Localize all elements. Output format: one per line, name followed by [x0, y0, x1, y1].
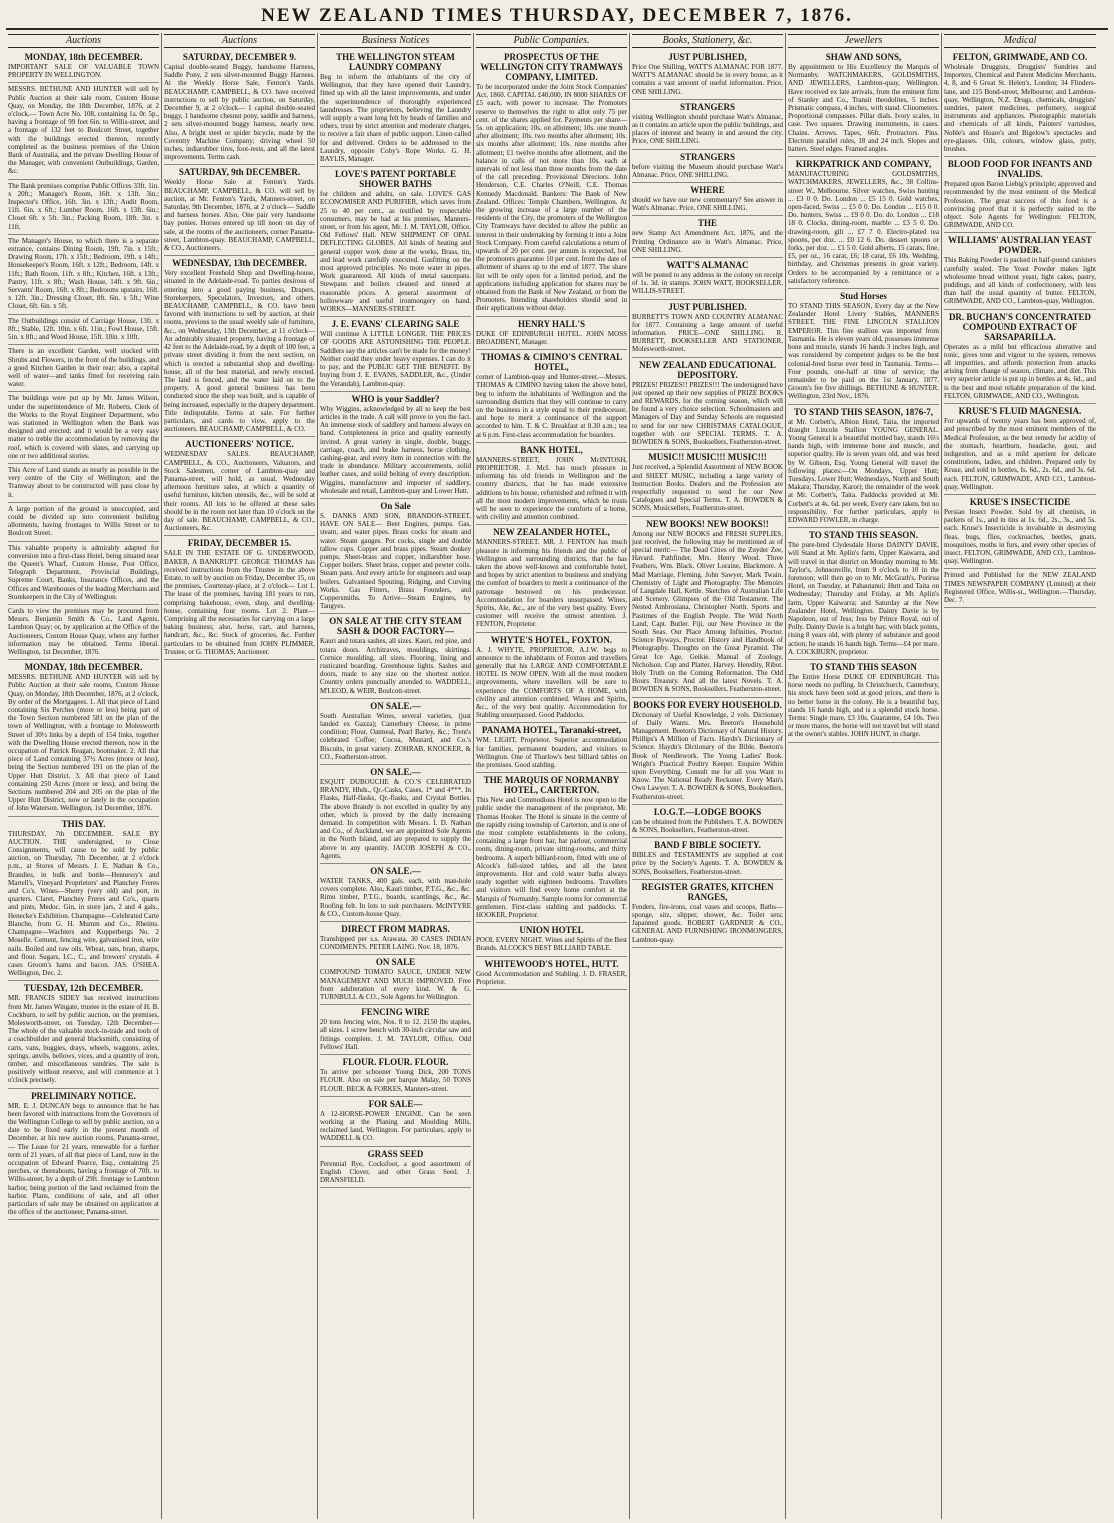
- advertisement: [632, 150, 783, 183]
- advertisement: [8, 345, 159, 392]
- advertisement: [320, 864, 471, 922]
- advertisement: [320, 1055, 471, 1097]
- advertisement: [320, 765, 471, 864]
- ad-body: should we have our new commentary? See answer in Watt's Almanac. Price, ONE SHILLING.: [632, 196, 783, 213]
- advertisement: [944, 569, 1096, 608]
- ad-body: Persian Insect Powder. Sold by all chemists, in packets of 1s., and in tins at 1s. 6d., 2s., 3s., and 5s. each. Kruse's Insecticide is invaluable in destroying fleas, bugs, flies, cockroaches, beetles, gnats, mosquitoes, moths in furs, and every other species of insect. FELTON, GRIMWADE, AND CO., Lambton-quay, Wellington.: [944, 507, 1096, 566]
- ad-body: MESSRS. BETHUNE AND HUNTER will sell by Public Auction at their sale rooms, Custom House Quay, on Monday, 18th December, 1876, at 2 o'clock, By order of the Mortgagees. 1. All that piece of Land containing Six Perches (more or less) being part of the Town Section numbered 581 on the plan of the town of Wellington, with a frontage to Molesworth Street of 30½ links by a depth of 154 links, together with the Dwelling House erected thereon, now in the occupation of Patrick Reagan, bootmaker. 2. All that piece of Land containing 37½ Acres (more or less), being the Section numbered 191 on the plan of the Upper Hutt District. 3. All that piece of Land containing 250 Acres (more or less), and being the Sections numbered 204 and 205 on the plan of the Upper Hutt District, now or lately in the occupation of John Waterson. Wellington, 1st December, 1876.: [8, 673, 159, 813]
- ad-body: can be obtained from the Publishers. T. A. BOWDEN & SONS, Booksellers, Featherston-street.: [632, 817, 783, 835]
- section-heading: Business Notices: [320, 34, 471, 48]
- advertisement: [8, 50, 159, 83]
- ad-body: Will continue A LITTLE LONGER. THE PRICES OF GOODS ARE ASTONISHING THE PEOPLE. Saddlers say the articles can't be made for the money! Neither could they under heavy expenses. I can do it to pay, and the PUBLIC GET THE BENEFIT. By buying from J. E. EVANS, SADDLER, &c., (Under the Verandah), Lambton-quay.: [320, 330, 471, 388]
- ad-body: South Australian Wines, several varieties, (just landed ex Gazza); Canterbury Cheese, in prime condition; Flour, Oatmeal, Pearl Barley, &c.; Trent's celebrated Coffee; Cocoa, Mustard, and Co.'s Biscuits, in great variety. ZOHRAB, KNOCKER, & CO., Featherston-street.: [320, 711, 471, 761]
- advertisement: [320, 614, 471, 698]
- ad-body: TO STAND THIS SEASON, Every day at the New Zealander Hotel Livery Stables, MANNERS STREET, THE FINE LINCOLN STALLION EMPEROR. This fine stallion was imported from Tasmania. He is eleven years old, possesses immense bone and muscle, stands 16 hands 3 inches high, and was considered by competent judges to be the best colonial-bred horse ever bred in Tasmania. Terms—Four pounds, one-half at time of service; the remainder to be paid on the 1st January, 1877. Groom's fee five shillings. BETHUNE & HUNTER. Wellington, 23rd Nov., 1876.: [788, 302, 939, 401]
- advertisement: [8, 660, 159, 816]
- ad-body: To arrive per schooner Young Dick, 200 TONS FLOUR. Also on sale per barque Malay, 50 TONS FLOUR. BECK & FORKES, Manners-street.: [320, 1068, 471, 1093]
- advertisement: [320, 955, 471, 1005]
- ad-body: MR. FRANCIS SIDEY has received instructions from Mr. James Wingate, trustee in the estate of H. B. Cockburn, to sell by public auction, on the premises, Molesworth-street, on Tuesday, 12th December— The whole of the valuable stock-in-trade and tools of a coachbuilder and general blacksmith, consisting of carts, vans, buggies, drays, wheels, waggons, axles, springs, anvils, bellows, vices, and a quantity of iron, timber, and miscellaneous sundries. The sale is positively without reserve, and will commence at 1 o'clock precisely.: [8, 994, 159, 1085]
- advertisement: [476, 773, 627, 923]
- ad-body: To be incorporated under the Joint Stock Companies' Act, 1860. CAPITAL £40,000, IN 8000 SHARES OF £5 each, with power to increase. The Promoters reserve to themselves the right to allot only 75 per cent. of the shares applied for. Payments per share—5s. on application; 10s. on allotment; 10s. one month after allotment; 10s. two months after allotment; 10s. six months after allotment; 10s. nine months after allotment; £1 twelve months after allotment, and the balance in calls of not more than 10s. each at intervals of not less than three months from the date of the call preceding. Provisional Directors. John Henderson, C.E. Charles O'Neill, C.E. Thomas Kennedy Macdonald. Bankers: The Bank of New Zealand. Offices: Temple Chambers, Wellington. At the growing increase of a large number of the residents of the City, the promoters of the Wellington City Tramways have decided to allow the public an interest in their undertaking by forming it into a Joint Stock Company. From careful calculations a return of upwards of 20 per cent. per annum is expected, but the promoters guarantee 10 per cent. from the date of allotment of shares up to the end of 1877. The share list will be only open for a limited period, and the applications including application for shares may be obtained from the Bank of New Zealand, or from the Promoters. Intending shareholders should send in their applications without delay.: [476, 83, 627, 313]
- ad-heading: TO STAND THIS SEASON.: [808, 530, 919, 541]
- ad-body: WEDNESDAY SALES. BEAUCHAMP, CAMPBELL, & CO., Auctioneers, Valuators, and Stock Salesmen, corner of Lambton-quay and Panama-street, will hold, as usual, Wednesday afternoon furniture sales, at which a quantity of useful furniture, kitchen utensils, &c., will be sold at their rooms. All lots to be offered at these sales should be in the room not later than 10 o'clock on the day of sale. BEAUCHAMP, CAMPBELL, & CO., Auctioneers, &c.: [164, 450, 315, 533]
- advertisement: [320, 1147, 471, 1189]
- column-2: [162, 33, 318, 1519]
- ad-heading: TO STAND THIS SEASON, 1876-7,: [793, 406, 934, 417]
- advertisement: [320, 392, 471, 499]
- ad-body: before visiting the Museum should purchase Watt's Almanac. Price, ONE SHILLING.: [632, 162, 783, 179]
- advertisement: [164, 536, 315, 660]
- ad-heading: WHYTE'S HOTEL, FOXTON.: [490, 634, 613, 645]
- advertisement: [632, 100, 783, 150]
- ad-heading: TO STAND THIS SEASON: [810, 662, 917, 672]
- advertisement: [632, 517, 783, 698]
- ad-heading: NEW ZEALAND EDUCATIONAL DEPOSITORY.: [639, 359, 776, 380]
- ad-heading: BLOOD FOOD FOR INFANTS AND INVALIDS.: [947, 159, 1093, 180]
- advertisement: [320, 699, 471, 765]
- advertisement: [8, 817, 159, 982]
- ad-body: A 12-HORSE-POWER ENGINE. Can be seen working at the Planing and Moulding Mills, reclaimed land, Wellington. For particulars, apply to WADDELL & CO.: [320, 1109, 471, 1143]
- ad-body: POOL EVERY NIGHT. Wines and Spirits of the Best Brands. ALCOCK'S BEST BILLIARD TABLE.: [476, 936, 627, 953]
- ad-heading: FRIDAY, DECEMBER 15.: [187, 538, 292, 549]
- ad-heading: FLOUR. FLOUR. FLOUR.: [342, 1057, 449, 1068]
- advertisement: [476, 723, 627, 773]
- ad-heading: MONDAY, 18th DECEMBER.: [24, 662, 143, 673]
- ad-heading: STRANGERS: [679, 101, 735, 112]
- ad-body: DUKE OF EDINBURGH HOTEL. JOHN MOSS BROADBENT, Manager.: [476, 329, 627, 346]
- ad-body: The Bank premises comprise Public Offices 33ft. 1in. x 20ft.; Manager's Room, 16ft. x 13ft. 3in.; Inspector's Office, 16ft. 3in. x 13ft.; Audit Room, 11ft. 6in. x 6ft.; Lumber Room, 16ft. x 13ft. 6in.; Closet 6ft. x 5ft. 3in.; Packing Room, 18ft. 3in. x 11ft.: [8, 181, 159, 231]
- ad-body: MANUFACTURING GOLDSMITHS, WATCHMAKERS, JEWELLERS, &c., 38 Collins-street W., Melbourne. Silver watches, Swiss hunting ... £3 0 0. Do. London ... £5 15 0. Gold watches, open-faced, Swiss ... £5 0 0. Do. London ... £15 0 0. Do. hunters, Swiss ... £9 0 0. Do. do. London ... £18 18 0. Clocks, dining-room, marble ... £3 5 0. Do. drawing-room, gilt ... £7 7 0. Electro-plated tea spoons, per doz. ... £0 12 6. Do. dessert spoons or forks, per doz. ... £1 5 0. Gold alberts, 15 carats, fine, £5, per oz., 16 carat, £6; 18 carat, £6 10s. Wedding, birthday, and Christmas presents in great variety. Orders to be accompanied by a remittance or a satisfactory reference.: [788, 170, 939, 285]
- ad-body: Good Accommodation and Stabling. J. D. FRASER, Proprietor.: [476, 969, 627, 986]
- ad-heading: LOVE'S PATENT PORTABLE SHOWER BATHS: [334, 169, 457, 190]
- column-7: [942, 33, 1098, 1519]
- columns: [6, 33, 1108, 1519]
- advertisement: [632, 216, 783, 258]
- section-heading: Auctions: [8, 34, 159, 48]
- ad-body: A large portion of the ground is unoccupied, and could be divided up into convenient building allotments, having frontages to Willis Street or to Boulcott Street.: [8, 504, 159, 538]
- advertisement: [632, 698, 783, 805]
- ad-body: This valuable property is admirably adapted for conversion into a first-class Hotel, being situated near the Queen's Wharf, Custom House, Post Office, Telegraph Department, Provincial Buildings, Supreme Court, Banks, Insurance Offices, and the Offices and Warehouses of the leading Merchants and Storekeepers in the City of Wellington.: [8, 543, 159, 601]
- ad-heading: WILLIAMS' AUSTRALIAN YEAST POWDER.: [948, 235, 1092, 256]
- ad-body: PRIZES! PRIZES!! PRIZES!!! The undersigned have just opened up their new supplies of PRIZE BOOKS and REWARDS, for the coming season, which will be found a very choice selection. Schoolmasters and Managers of Day and Sunday Schools are requested to send for our new CHRISTMAS CATALOGUE, together with our SPECIAL TERMS. T. A. BOWDEN & SONS, Booksellers, Featherston-street.: [632, 380, 783, 447]
- advertisement: [632, 450, 783, 516]
- advertisement: [632, 183, 783, 216]
- ad-body: MR. E. J. DUNCAN begs to announce that he has been favored with instructions from the Governors of the Wellington College to sell by public auction, on a date to be fixed early in the present month of December, at his new auction rooms, Panama-street,— The Lease for 21 years, renewable for a further term of 21 years, of all that piece of Land, now in the occupation of Edward Pearce, Esq., containing 25 perches, or thereabouts, having a frontage of 70ft. to Willis-street, by a depth of 29ft. frontage to Lambton harbor, being portion of the land reclaimed from the harbor. Plans, conditions of sale, and all other particulars of sale may be obtained on application at the office of the auctioneer, Panama-street.: [8, 1101, 159, 1217]
- ad-heading: DR. BUCHAN'S CONCENTRATED COMPOUND EXTRACT OF SARSAPARILLA.: [948, 311, 1092, 342]
- ad-heading: FOR SALE—: [368, 1098, 423, 1109]
- ad-heading: BAND F BIBLE SOCIETY.: [654, 840, 761, 851]
- ad-body: MANNERS-STREET. MR. J. FENTON has much pleasure in informing his friends and the public of Wellington and surrounding districts, that he has taken the above well-known and comfortable hotel, and hopes by strict attention to business and studying the comfort of boarders to merit a continuance of the patronage bestowed on his predecessor. Accommodation for boarders unsurpassed. Wines, Spirits, Ale, &c., are of the very best quality. Every customer will receive the utmost attention. J. FENTON, Proprietor.: [476, 538, 627, 629]
- ad-heading: ON SALE.—: [370, 866, 421, 877]
- section-heading: Jewellers: [788, 34, 939, 48]
- ad-body: new Stamp Act Amendment Act, 1876, and the Printing Ordinance are in Watt's Almanac. Price, ONE SHILLING.: [632, 229, 783, 254]
- ad-heading: KIRKPATRICK AND COMPANY,: [795, 159, 932, 170]
- ad-heading: KRUSE'S FLUID MAGNESIA.: [958, 406, 1082, 417]
- ad-heading: SATURDAY, 9th DECEMBER.: [178, 167, 301, 178]
- ad-body: There is an excellent Garden, well stocked with Shrubs and Flowers, in the front of the buildings, and a good Kitchen Garden in their rear; also, a capital well of water—and tanks fitted for receiving rain water.: [8, 347, 159, 389]
- ad-body: Operates as a mild but efficacious alterative and tonic, gives tone and vigour to the system, removes all impurities, and affords protection from attacks arising from change of season, climate, and diet. This very superior article is put up in bottles at 4s. 6d., and is the best and most reliable preparation of the kind. FELTON, GRIMWADE, AND CO., Wellington.: [944, 342, 1096, 400]
- ad-heading: THIS DAY.: [61, 818, 106, 829]
- ad-body: for children and adults, on sale. LOVE'S GAS ECONOMISER AND PURIFIER, which saves from 25 to 40 per cent., as testified by respectable consumers, may be had at his premises, Manners-street, or from his agent, Mr. J. M. TAYLOR, Office, Old Fellows' Hall. NEW SHIPMENT OF OPAL DEFLECTING GLOBES. All kinds of heating and general copper work done at the works, Brass, tin, and lead work carefully executed. Gasfitting on the most approved principles. No more water in pipes. Work guaranteed. All kinds of metal saucepans. Stewpans and boilers cleaned and tinned at reasonable prices. A general assortment of hollowware and useful ironmongery on hand. WORKS—MANNERS-STREET.: [320, 190, 471, 314]
- ad-body: 20 tons fencing wire, Nos. 8 to 12. 2150 lbs staples, all sizes. 1 screw bench with 30-inch circular saw and fittings complete. J. M. TAYLOR, Office, Odd Fellows' Hall.: [320, 1018, 471, 1051]
- ad-heading: NEW ZEALANDER HOTEL,: [493, 527, 610, 538]
- ad-heading: PANAMA HOTEL, Taranaki-street,: [481, 725, 622, 736]
- advertisement: [320, 1097, 471, 1147]
- ad-heading: I.O.G.T.—LODGE BOOKS: [653, 806, 762, 817]
- ad-heading: ON SALE AT THE CITY STEAM SASH & DOOR FACTORY—: [329, 616, 462, 637]
- advertisement: [8, 392, 159, 464]
- advertisement: [476, 923, 627, 956]
- advertisement: [788, 157, 939, 289]
- advertisement: [476, 633, 627, 724]
- ad-body: This Baking Powder is packed in half-pound canisters carefully sealed. The Yeast Powder makes light wholesome bread without yeast, light cakes, pastry, puddings, and all kinds of confectionery, with less than half the usual quantity of butter. FELTON, GRIMWADE, AND CO., Lambton-quay, Wellington.: [944, 256, 1096, 306]
- ad-heading: TUESDAY, 12th DECEMBER.: [23, 983, 144, 994]
- ad-heading: DIRECT FROM MADRAS.: [341, 924, 450, 935]
- ad-heading: MONDAY, 18th DECEMBER.: [24, 52, 143, 62]
- ad-body: The Outbuildings consist of Carriage House, 13ft. x 8ft.; Stable, 12ft. 10in. x 6ft. 11in.; Fowl House, 15ft. 5in. x 8ft.; and Wood House, 15ft. 10in. x 10ft.: [8, 316, 159, 342]
- ad-body: The Manager's House, to which there is a separate entrance, contains Dining Room, 19ft. 7in. x 15ft.; Drawing Room, 17ft. x 15ft.; Bedroom, 19ft. x 14ft.; Housekeeper's Room, 16ft. x 12ft.; Bedroom, 14ft. x 11ft.; Bath Room, 11ft. x 8ft.; Kitchen, 16ft. x 13ft.; Pantry, 11ft. x 8ft.; Wash House, 14ft. x 9ft. 6in.; Servants' Room, 16ft. x 8ft.; Bedrooms upstairs, 16ft. x 12ft. 3in.; Dressing Closet, 8ft. 6in. x 5ft.; Wine Closet, 6ft. 6in. x 5ft.: [8, 236, 159, 311]
- advertisement: [632, 300, 783, 358]
- ad-heading: ON SALE.—: [370, 700, 421, 711]
- advertisement: [944, 495, 1096, 569]
- ad-heading: PRELIMINARY NOTICE.: [31, 1090, 136, 1101]
- ad-body: Prepared upon Baron Liebig's principle; approved and recommended by the most eminent of the Medical Profession. The great success of this food is a convincing proof that it is perfectly suited to the object. Sole Agents for Wellington: FELTON, GRIMWADE, AND CO.: [944, 180, 1096, 230]
- ad-heading: THE MARQUIS OF NORMANBY HOTEL, CARTERTON.: [483, 775, 620, 796]
- ad-heading: THOMAS & CIMINO'S CENTRAL HOTEL,: [480, 352, 623, 373]
- ad-heading: WATT'S ALMANAC: [666, 260, 749, 271]
- advertisement: [8, 464, 159, 503]
- column-1: [6, 33, 162, 1519]
- advertisement: [320, 1005, 471, 1055]
- ad-heading: THE: [697, 218, 717, 229]
- ad-body: Very excellent Freehold Shop and Dwelling-house, situated in the Adelaide-road. To parties desirous of entering into a good paying business, Drapers, Storekeepers, Speculators, Investors, and others. BEAUCHAMP, CAMPBELL, & CO. have been favored with instructions to sell by auction, at their rooms, previous to the usual weekly sale of furniture, &c., on Wednesday, 13th December, at 11 o'clock— An admirably situated property, having a frontage of 42 feet to the Adelaide-road, by a depth of 100 feet, a private street dividing it from the next section, on which is erected a substantial shop and dwelling-house, all of the best material, and newly erected. The land is fenced, and the water laid on to the property. A good general business has been conducted since the shop was built, and is capable of being increased, especially in the drapery department. Title indisputable. Terms at sale. For further particulars, and cards to view, apply to the auctioneers. BEAUCHAMP, CAMPBELL, & CO.: [164, 269, 315, 434]
- ad-heading: HENRY HALL'S: [517, 318, 586, 329]
- advertisement: [320, 50, 471, 167]
- ad-heading: WHITEWOOD'S HOTEL, HUTT.: [484, 958, 619, 969]
- advertisement: [320, 167, 471, 317]
- ad-body: Weekly Horse Sale at Fenton's Yards. BEAUCHAMP, CAMPBELL, & CO. will sell by auction, at Mr. Fenton's Yards, Manners-street, on Saturday, 9th December, 1876, at 2 o'clock— Saddle and harness horses. Also, One pair very handsome bay ponies. Horses entered up till noon on day of sale, at the rooms of the auctioneers, corner Panama-street, Lambton-quay. BEAUCHAMP, CAMPBELL, & CO., Auctioneers.: [164, 178, 315, 253]
- advertisement: [632, 838, 783, 880]
- ad-body: This Acre of Land stands as nearly as possible in the very centre of the City of Wellington; and the Tramway about to be constructed will pass close by it.: [8, 465, 159, 499]
- ad-body: WATER TANKS, 400 gals. each, with man-hole covers complete. Also, Kauri timber, P.T.G., &c., &c. Rimu timber, P.T.G., boards, scantlings, &c., &c. Roofing felt. In lots to suit purchasers. McINTYRE & CO., Custom-house Quay.: [320, 877, 471, 918]
- advertisement: [164, 50, 315, 165]
- advertisement: [632, 358, 783, 451]
- advertisement: [632, 50, 783, 100]
- ad-heading: GRASS SEED: [367, 1148, 424, 1159]
- ad-heading: JUST PUBLISHED,: [668, 52, 747, 62]
- ad-body: Capital double-seated Buggy, handsome Harness, Saddle Pony, 2 sets silver-mounted Buggy Harness. At the Weekly Horse Sale, Fenton's Yards. BEAUCHAMP, CAMPBELL, & CO. have received instructions to sell by public auction, on Saturday, December 9, at 2 o'clock— 1 capital double-seated buggy, 1 handsome chesnut pony, saddle and harness, 2 sets silver-mounted buggy harness, nearly new. Also, A bright steel or spider bicycle, made by the Coventry Machine Company; driving wheel 50 inches, indiarubber tires, foot-rests, and all the latest improvements. Terms cash.: [164, 63, 315, 162]
- ad-body: BIBLES and TESTAMENTS are supplied at cost price by the Society's Agents. T. A. BOWDEN & SONS, Booksellers, Featherston-street.: [632, 851, 783, 876]
- ad-heading: PROSPECTUS OF THE WELLINGTON CITY TRAMWAYS COMPANY, LIMITED.: [480, 52, 623, 82]
- advertisement: [8, 981, 159, 1088]
- advertisement: [632, 258, 783, 300]
- section-heading: Medical: [944, 34, 1096, 48]
- ad-heading: J. E. EVANS' CLEARING SALE: [331, 319, 460, 330]
- ad-heading: ON SALE: [375, 957, 416, 968]
- ad-body: visiting Wellington should purchase Watt's Almanac, as it contains an article upon the public buildings, and places of interest and beauty in and around the city. Price, ONE SHILLING.: [632, 112, 783, 146]
- ad-body: Cards to view the premises may be procured from Messrs. Benjamin Smith & Co., Land Agents, Lambton Quay; or, by application at the Office of the Auctioneers, Custom House Quay, where any further information may be obtained. Terms liberal. Wellington, 1st December, 1876.: [8, 606, 159, 656]
- advertisement: [632, 880, 783, 948]
- advertisement: [944, 50, 1096, 157]
- ad-heading: WHO is your Saddler?: [351, 393, 440, 404]
- column-6: [786, 33, 942, 1519]
- advertisement: [788, 289, 939, 404]
- ad-body: ESQUIT DUBOUCHE & CO.'S CELEBRATED BRANDY, Hhds., Qr.-Casks, Cases, 1* and 4***. In Flasks, Half-flasks, Qr.-flasks, and Crystal Bottles. The above Brandy is not excelled in quality by any other, which is proved by the daily increasing demand. In competition with Messrs. I. D. Nathan and Co., of Auckland, we are appointed Sole Agents in the North Island, and are prepared to supply the above in any quantity. JACOB JOSEPH & CO., Agents.: [320, 778, 471, 860]
- advertisement: [788, 660, 939, 743]
- ad-body: The buildings were put up by Mr. James Wilson, under the superintendence of Mr. Roberts, Clerk of the Works to the Royal Engineer Department, who was stationed in Wellington when the Bank was designed and erected; and it would be a very easy matter to treble the accommodation by removing the roof, which is covered with slates, and carrying up one or two additional stories.: [8, 394, 159, 460]
- ad-body: WM. LIGHT, Proprietor. Superior accommodation for families, permanent boarders, and visitors to Wellington. One of Thurlow's best billiard tables on the premises. Good stabling.: [476, 736, 627, 770]
- ad-heading: BANK HOTEL,: [520, 444, 583, 455]
- ad-heading: THE WELLINGTON STEAM LAUNDRY COMPANY: [336, 52, 455, 72]
- ad-body: Price One Shilling, WATT'S ALMANAC FOR 1877. WATT'S ALMANAC should be in every house, as it contains a vast amount of useful information. Price, ONE SHILLING.: [632, 63, 783, 96]
- ad-heading: JUST PUBLISHED.: [668, 301, 747, 312]
- ad-body: SALE IN THE ESTATE OF G. UNDERWOOD, BAKER, A BANKRUPT. GEORGE THOMAS has received instructions from the Trustee in the above Estate, to sell by auction on Friday, December 15, on the premises, Courtenay-place, at 2 o'clock— Lot 1. The lease of the premises, having 181 years to run, comprising bakehouse, oven, shop, and dwelling-house, containing four rooms. Lot 2. Plant—Comprising all the necessaries for carrying on a large baking business; also, horse, cart, and harness, handcart, &c., &c. Stock of groceries, &c. Further particulars to be obtained from JOHN PLIMMER, Trustee, or G. THOMAS, Auctioneer.: [164, 549, 315, 656]
- advertisement: [788, 405, 939, 529]
- ad-body: Perennial Rye, Cocksfoot, a good assortment of English Clover, and other Grass Seed. J. DRANSFIELD.: [320, 1159, 471, 1184]
- ad-heading: BOOKS FOR EVERY HOUSEHOLD.: [633, 699, 782, 710]
- advertisement: [164, 437, 315, 536]
- ad-body: This New and Commodious Hotel is now open to the public under the management of the proprietor, Mr. Thomas Hooker. The Hotel is situate in the centre of the rapidly rising township of Carterton, and is one of the most complete establishments in the colony, containing a large front bar, bar parlour, commercial room, dining-room, private sitting-rooms, and thirty bedrooms. A superb billiard-room, fitted with one of Alcock's full-sized tables, and all the latest improvements. Hot and cold water baths always ready together with eighteen bedrooms. Travellers and visitors will find every home comfort at the Marquis of Normanby. Sample rooms for commercial gentlemen. First-class stabling and paddocks. T. HOOKER, Proprietor.: [476, 796, 627, 920]
- advertisement: [8, 605, 159, 660]
- advertisement: [8, 542, 159, 605]
- advertisement: [788, 50, 939, 157]
- ad-body: Just received, a Splendid Assortment of NEW BOOK and SHEET MUSIC, including a large variety of Instruction Books. Dealers and the Profession are respectfully requested to send for our New Catalogues and Special Terms. T. A. BOWDEN & SONS, Musicsellers, Featherston-street.: [632, 463, 783, 513]
- section-heading: Public Companies.: [476, 34, 627, 48]
- ad-heading: MUSIC!! MUSIC!!! MUSIC!!!: [648, 452, 767, 463]
- ad-body: Kauri and totara sashes, all sizes. Kauri, red pine, and totara doors. Architraves, mouldings, skirtings. Cornice moulding, all sizes. Flooring, lining and rusticated boarding. Greenhouse lights. Sashes and doors, made to any size on the shortest notice. Country orders punctually attended to. WADDELL, M'LEOD, & WEIR, Boulcott-street.: [320, 637, 471, 695]
- ad-body: will be posted to any address in the colony on receipt of 1s. 3d. in stamps. JOHN WATT, BOOKSELLER, WILLIS-STREET.: [632, 271, 783, 296]
- ad-body: MANNERS-STREET, JOHN McINTOSH, PROPRIETOR. J. McI. has much pleasure in informing his old friends in Wellington and the country districts, that he has made extensive additions to his house, refurnished and refitted it with all the most modern improvements, which he trusts will be seen to experience the comforts of a home, with civility and attention combined.: [476, 455, 627, 522]
- advertisement: [476, 525, 627, 632]
- ad-heading: NEW BOOKS! NEW BOOKS!!: [646, 518, 769, 529]
- advertisement: [944, 157, 1096, 233]
- ad-heading: WEDNESDAY, 13th DECEMBER.: [172, 258, 307, 269]
- newspaper-page: [6, 4, 1108, 1519]
- ad-body: THURSDAY, 7th DECEMBER. SALE BY AUCTION. THE undersigned, to Close Consignments, will cause to be sold by public auction, on Thursday, 7th December, at 2 o'clock p.m., at Stores of Messrs. J. E. Nathan & Co., Brandies, in bulk and bottle—Hennessy's and Martell's, Vineyard Proprietors' and Planchey Freres and Co's. Wines—Sherry (very old) and port, in quarters. Claret, Planchey Freres and Co's., quarts and pints, Medoc. Gin, in store jars, 2 and 4 gals., Henecke's Exhibition. Champagne—Celebrated Carte Blanche, from G. H. Mumm and Co., Rheims. Champagne—Wachters and Kupperbergs No. 2 Moselle. Cement, fencing wire, galvanised iron, wire nails. Boiled and raw oils. Wheat, oats, bran, sharps, and flour. Sugars, I.C., C., and brewers' crystals. 4 cases Groom's hams and bacon. JAS. O'SHEA. Wellington, Dec. 2.: [8, 829, 159, 978]
- advertisement: [8, 180, 159, 235]
- ad-heading: UNION HOTEL: [519, 925, 584, 936]
- ad-heading: Stud Horses: [840, 291, 887, 302]
- ad-heading: WHERE: [690, 185, 725, 196]
- ad-body: at Mr. Corbett's, Albion Hotel, Taita, the imported draught Lincoln Stallion YOUNG GENERAL. Young General is a beautiful mottled bay, stands 16½ hands high, with immense bone and muscle, and superior quality. He is seven years old, and was bred by W. Gibson, Esq. Young General will travel the following places:—On Mondays, Upper Hutt; Tuesdays, Lower Hutt; Wednesdays, North and South Makara; Thursday, Karori; the remainder of the week at Mr. Corbett's, Taita. Paddocks provided at Mr. Corbett's at 4s. 6d. per week. Every care taken, but no responsibility. For further particulars, apply to EDWARD FOWLER, in charge.: [788, 417, 939, 524]
- advertisement: [476, 317, 627, 350]
- ad-heading: FENCING WIRE: [361, 1007, 430, 1018]
- advertisement: [320, 499, 471, 614]
- ad-body: Beg to inform the inhabitants of the city of Wellington, that they have opened their Laundry, fitted up with all the latest improvements, and under the superintendence of thoroughly experienced laundresses. The proprietors, believing the Laundry will supply a want long felt by heads of families and others, trust by strict attention and moderate charges, to receive a fair share of public support. Linen called for and delivered. Orders to be addressed to the Laundry, opposite Coby's Rope Works. G. H. BAYLIS, Manager.: [320, 73, 471, 164]
- advertisement: [8, 235, 159, 315]
- ad-heading: SHAW AND SONS,: [825, 52, 902, 62]
- ad-body: For upwards of twenty years has been approved of, and prescribed by the most eminent members of the Medical Profession, as the best remedy for acidity of the stomach, heartburn, headache, gout, and indigestion, and as a mild aperient for delicate constitutions, ladies, and children. Prepared only by Kruse, and sold in bottles, Is. 6d., 2s. 6d., and 3s. 6d. each. FELTON, GRIMWADE, AND CO., Lambton-quay, Wellington.: [944, 417, 1096, 491]
- ad-body: The pure-bred Clydesdale Horse DAINTY DAVIE, will Stand at Mr. Aplin's farm, Upper Kaiwarra, and will travel in that district on Monday morning to Mr. Taylor's, Johnsonville, from 9 o'clock to 10 in the forenoon; will then go on to Mr. McGrath's, Porirua Hotel, on Tuesday, at Pahautanui; Hutt and Taita on Wednesday; Thursday and Friday, at Mr. Aplin's farm, Upper Kaiwarra; and Saturday at the New Zealander Hotel, Wellington. Dainty Davie is by Napoleon, out of Jess; Jess by Prince Royal, out of Polly. Dainty Davie is a bright bay, with black points, rising 8 years old, with plenty of substance and good action; he stands 16 hands high. Terms—£4 per mare. A. COCKBURN, proprietor.: [788, 541, 939, 656]
- advertisement: [8, 1089, 159, 1221]
- advertisement: [320, 317, 471, 391]
- advertisement: [164, 256, 315, 437]
- ad-body: A. J. WHYTE, PROPRIETOR. A.J.W. begs to announce to the inhabitants of Foxton and travellers generally that his LARGE AND COMFORTABLE HOTEL IS NOW OPEN. With all the most modern improvements, where travellers will be sure to experience the COMFORTS OF A HOME, with civility and attention combined. Wines and Spirits, &c., of the very best quality. Accommodation for Stabling unsurpassed. Good Paddocks.: [476, 645, 627, 720]
- ad-heading: KRUSE'S INSECTICIDE: [969, 496, 1071, 507]
- ad-body: MESSRS. BETHUNE AND HUNTER will sell by Public Auction at their sale room, Custom House Quay, on Monday, the 18th December, 1876, at 2 o'clock,— Town Acre No. 108, containing 1a. 0r. 5p., having a frontage of 99 feet 6in. to Willis-street, and a frontage of 132 feet to Boulcott Street, together with the buildings erected thereon, recently completed as the business premises of the Union Bank of Australia, and the private Dwelling House of the Manager, with convenient Outbuildings, Garden, &c.: [8, 85, 159, 176]
- ad-body: Fenders, fire-irons, coal vases and scoops, Baths—sponge, sitz, slipper, shower, &c. Toilet sets; Japanned goods. ROBERT GARDNER & CO., GENERAL AND FURNISHING IRONMONGERS, Lambton-quay.: [632, 902, 783, 944]
- ad-heading: REGISTER GRATES, KITCHEN RANGES,: [641, 881, 774, 902]
- advertisement: [476, 350, 627, 443]
- advertisement: [944, 310, 1096, 404]
- ad-body: Why Wiggins, acknowledged by all to keep the best articles in the trade. A call will prove to you the fact. An immense stock of saddlery and harness always on hand. Completeness in price and quality earnestly invited. A great variety in single, double, buggy, carriage, coach, and brake harness, horse clothing, cashing-gear, and every item in connection with the trade in abundance. Military accoutrements, solid leather cases, and solid belting of every description. Wiggins, manufacturer and importer of saddlery, wholesale and retail, Lambton-quay and Lower Hutt.: [320, 404, 471, 495]
- advertisement: [944, 404, 1096, 495]
- ad-heading: STRANGERS: [679, 151, 735, 162]
- advertisement: [788, 528, 939, 660]
- advertisement: [8, 83, 159, 179]
- section-heading: Books, Stationery, &c.: [632, 34, 783, 48]
- advertisement: [476, 957, 627, 990]
- advertisement: [944, 233, 1096, 309]
- advertisement: [476, 50, 627, 317]
- ad-body: The Entire Horse DUKE OF EDINBURGH. This horse needs no puffing. In Christchurch, Canterbury, his stock have been sold at good prices, and there is no better horse in the colony. He is a beautiful bay, stands 16 hands high, and is a splendid stock horse. Terms: Single mare, £3 10s. Guarantee, £4 10s. Two or more mares, the horse will not travel but will stand at the owner's stables. JOHN HUNT, in charge.: [788, 673, 939, 739]
- ad-body: IMPORTANT SALE OF VALUABLE TOWN PROPERTY IN WELLINGTON.: [8, 63, 159, 80]
- advertisement: [164, 165, 315, 256]
- column-4: [474, 33, 630, 1519]
- advertisement: [476, 443, 627, 526]
- ad-heading: On Sale: [380, 500, 411, 511]
- ad-heading: FELTON, GRIMWADE, AND CO.: [952, 52, 1088, 62]
- ad-body: COMPOUND TOMATO SAUCE, UNDER NEW MANAGEMENT AND MUCH IMPROVED. Free from adulteration of every kind. W. & G. TURNBULL & CO., Sole Agents for Wellington.: [320, 968, 471, 1002]
- ad-body: Dictionary of Useful Knowledge, 2 vols. Dictionary of Daily Wants. Mrs. Beeton's Household Management. Beeton's Dictionary of Natural History. Phillips's A Million of Facts. Haydn's Dictionary of Science. Haydn's Dictionary of the Bible. Beeton's Book of Needlework. The Young Ladies' Book. Wright's Practical Poultry Keeper. Enquire Within upon Everything. Consult me for all you Want to Know. The National Ready Reckoner. Every Man's Own Lawyer. T. A. BOWDEN & SONS, Booksellers, Featherston-street.: [632, 710, 784, 801]
- section-heading: Auctions: [164, 34, 315, 48]
- ad-body: Transhipped per s.s. Arawata. 30 CASES INDIAN CONDIMENTS. PETER LAING. Nov. 18, 1876.: [320, 935, 471, 952]
- ad-heading: AUCTIONEERS' NOTICE.: [185, 439, 294, 450]
- column-5: [630, 33, 786, 1519]
- masthead: NEW ZEALAND TIMES THURSDAY, DECEMBER 7, 1876.: [6, 4, 1108, 30]
- ad-heading: SATURDAY, DECEMBER 9.: [182, 52, 297, 62]
- ad-heading: ON SALE.—: [370, 767, 421, 778]
- ad-body: S. DANKS AND SON, BRANDON-STREET, HAVE ON SALE— Beer Engines, pumps. Gas, steam, and water pipes. Brass cocks for steam and water. Steam gauges. Pot cocks, single and double tallow cups. Copper and brass pipes. Steam donkey pumps. Sheet-brass and copper, indiarubber hose. Copper boilers. Sheet brass, copper and pewter coils. Steam pans. And every article for engineers and soap boilers. Galvanised Spouting, Ridging, and Curving Works. Gas Fitters, Brass Founders, and Coppersmiths. To Arrive—Steam Engines, by Tangyes.: [320, 511, 471, 611]
- ad-body: corner of Lambton-quay and Hunter-street.—Messrs. THOMAS & CIMINO having taken the above hotel, beg to inform the inhabitants of Wellington and the surrounding districts that they will continue to carry on the business in a style equal to their predecessor, and hope to merit a continuance of the support accorded to him. T. & C. Breakfast at 8.30 a.m.; tea at 6 p.m. First-class accommodation for boarders.: [476, 373, 627, 439]
- ad-body: BURRETT'S TOWN AND COUNTRY ALMANAC for 1877. Containing a large amount of useful information. PRICE—ONE SHILLING. R. BURRETT, BOOKSELLER AND STATIONER, Molesworth-street.: [632, 312, 783, 354]
- ad-body: Wholesale Druggists, Druggists' Sundries and Importers, Chemical and Patent Medicine Merchants, 4, 8, and 6 Great St. Helen's, London; 34 Flinders-lane, and 115 Bond-street, Melbourne; and Lambton-quay, Wellington, N.Z. Drugs, chemicals, druggists' sundries, patent medicines, perfumery, surgical instruments and appliances. Photographic materials and chemicals of all kinds, Painters' varnishes, Noble's and Hoare's and Bigelow's spectacles and eye-glasses. Oils, colours, window glass, putty, brushes.: [944, 63, 1096, 154]
- ad-body: Printed and Published for the NEW ZEALAND TIMES NEWSPAPER COMPANY (Limited) at their Registered Office, Willis-st., Wellington.—Thursday, Dec. 7.: [944, 571, 1096, 604]
- advertisement: [8, 503, 159, 542]
- advertisement: [632, 805, 783, 838]
- advertisement: [320, 922, 471, 955]
- ad-body: By appointment to His Excellency the Marquis of Normanby. WATCHMAKERS, GOLDSMITHS, AND JEWELLERS, Lambton-quay, Wellington. Have received ex late arrivals, from the eminent firm of Stanley and Co., Transit theodolites, 5 inches. Prismatic compass, 4 inches, with stand. Clinometers. Proportional compasses. Pillar dials. Ivory scales, in case. Two squares. Drawing instruments, in cases. Chains. Arrows. Tapes, 66ft. Protractors. Pins. Electrum parallel rules, 18 and 24 inch. Slopes and batters. Steel edges. Framed angles.: [788, 63, 939, 154]
- advertisement: [8, 315, 159, 346]
- column-3: [318, 33, 474, 1519]
- ad-body: Among our NEW BOOKS and FRESH SUPPLIES, just received, the following may be mentioned as of special merit:— The Dead Cities of the Zuyder Zee, Havard. Pathfinder, Mrs. Henry Wood. Three Feathers, Wm. Black. Oliver Loraine, Blackmore. A Mad Marriage, Fleming. John Sawyer, Mark Twain. Chemistry of Light and Photography. The Memoirs of Langdale Hall, Kettle. Sketches of Australian Life and Scenery. Glimpses of the Old Testament. The Nested Ambrosiana, Christopher North. Sports and Pastimes of the English People. The Wild North Land, Capt. Butler. Fiji, our New Province in the South Seas. Our Place Among Infinities, Proctor. Science Byways, Proctor. History and Handbook of Photography. Thoughts on the Great Pyramid. The Great Ice Age, Geikie. Manual of Zoology, Nicholson. Cup and Platter, Harvey. Heredity, Ribot. Holy Truth on the Coming Reformation. The Odd Hours Treasury. And all the latest Novels. T. A. BOWDEN & SONS, Booksellers, Featherston-street.: [632, 529, 783, 694]
